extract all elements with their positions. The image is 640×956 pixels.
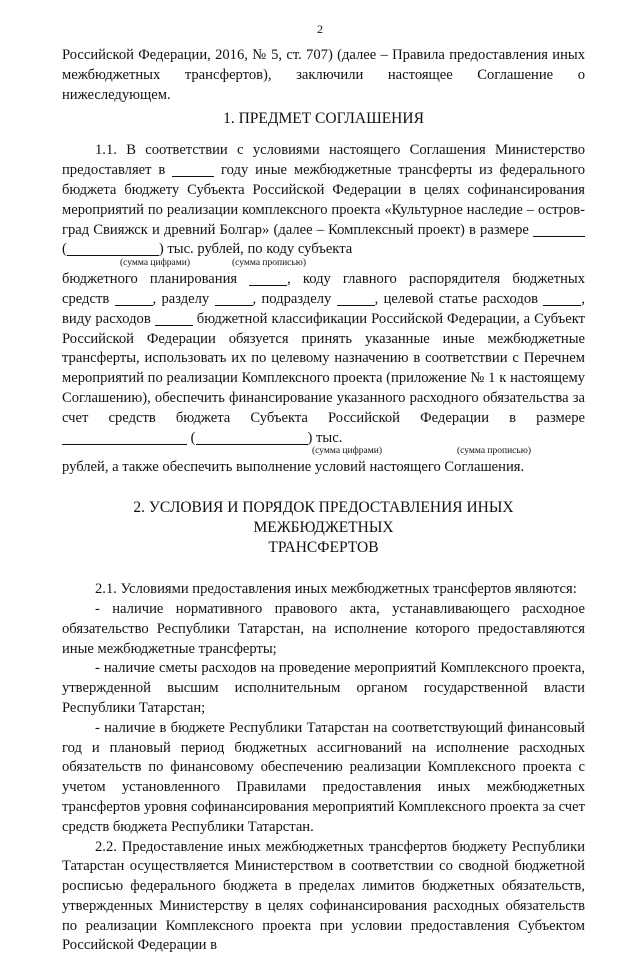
section-2-title: [62, 498, 585, 558]
expense-type-blank: [155, 311, 193, 326]
clause-1-1-text-a: 1.1. В соответствии с условиями настоящего Соглашения Министерство предоставляет в: [62, 142, 585, 178]
distributor-code-blank: [115, 291, 153, 306]
amount-words-blank-2: [196, 430, 308, 445]
caption-sum-digits-2: (сумма цифрами): [312, 445, 382, 457]
caption-row-1: [62, 257, 585, 270]
subsection-code-blank: [337, 291, 375, 306]
section-code-blank: [215, 291, 253, 306]
condition-item-3: - наличие в бюджете Республики Татарстан на соответствующий финансовый год и плановый период бюджетных ассигнований на исполнение расходных обязательств по финансовому обеспечению реализации Комплексного проекта с учетом установленного Правилами предоставления иных межбюджетных трансфертов уровня софинансирования мероприятий Комплексного проекта за счет средств бюджета Республики Татарстан.: [62, 719, 585, 838]
amount-digits-blank-2: [62, 430, 187, 445]
clause-1-1-text-b: году иные межбюджетные трансферты из федерального бюджета бюджету Субъекта Российской Федерации в целях софинансирования мероприятий по реализации комплексного проекта «Культурное наследие – остров-град Свияжск и древний Болгар» (далее – Комплексный проект) в размере: [62, 162, 585, 237]
clause-1-1-text-c: ) тыс. рублей, по коду субъекта: [159, 241, 352, 257]
clause-text-section: , разделу: [153, 291, 210, 307]
clause-text-thousand: ) тыс.: [308, 430, 343, 446]
clause-text-distributor: , коду главного распорядителя бюджетных средств: [62, 271, 585, 307]
section-1-title: 1. ПРЕДМЕТ СОГЛАШЕНИЯ: [62, 109, 585, 129]
clause-1-1-continuation: [62, 270, 585, 448]
condition-item-1: - наличие нормативного правового акта, устанавливающего расходное обязательство Республики Татарстан, на исполнение которого предоставляются иные межбюджетные трансферты;: [62, 600, 585, 659]
clause-1-1-final: рублей, а также обеспечить выполнение условий настоящего Соглашения.: [62, 458, 585, 478]
clause-2-2-paragraph: 2.2. Предоставление иных межбюджетных трансфертов бюджету Республики Татарстан осуществляется Министерством в соответствии со сводной бюджетной росписью федерального бюджета в пределах лимитов бюджетных обязательств, утвержденных Министерству в целях софинансирования расходных обязательств по реализации Комплексного проекта при условии предоставления Субъектом Российской Федерации в: [62, 838, 585, 956]
condition-item-2: - наличие сметы расходов на проведение мероприятий Комплексного проекта, утвержденной высшим исполнительным органом государственной власти Республики Татарстан;: [62, 659, 585, 718]
caption-sum-digits-1: (сумма цифрами): [120, 257, 190, 269]
intro-paragraph: Российской Федерации, 2016, № 5, ст. 707) (далее – Правила предоставления иных межбюджетных трансфертов), заключили настоящее Соглашение о нижеследующем.: [62, 46, 585, 105]
planning-code-blank: [249, 271, 287, 286]
clause-1-1-paragraph: [62, 141, 585, 260]
year-blank: [172, 162, 214, 177]
page-number: 2: [0, 22, 640, 37]
clause-text-subsection: , подразделу: [253, 291, 332, 307]
open-paren-1: (: [62, 241, 67, 257]
amount-words-blank-1: [67, 241, 159, 256]
clause-text-expense-type: , виду расходов: [62, 291, 585, 327]
clause-text-target: , целевой статье расходов: [375, 291, 538, 307]
document-body: [62, 46, 585, 956]
caption-sum-words-1: (сумма прописью): [232, 257, 306, 269]
caption-row-2: [62, 445, 585, 458]
amount-digits-blank-1: [533, 222, 585, 237]
clause-text-planning: бюджетного планирования: [62, 271, 237, 287]
clause-text-obligations: бюджетной классификации Российской Федерации, а Субъект Российской Федерации обязуется принять указанные иные межбюджетные трансферты, использовать их по целевому назначению в соответствии с Перечнем мероприятий по реализации Комплексного проекта (приложение № 1 к настоящему Соглашению), обеспечить финансирование указанного расходного обязательства за счет средств бюджета Субъекта Российской Федерации в размере: [62, 311, 585, 426]
section-2-title-line-2: ТРАНСФЕРТОВ: [62, 538, 585, 558]
clause-2-1-paragraph: 2.1. Условиями предоставления иных межбюджетных трансфертов являются:: [62, 580, 585, 600]
open-paren-2: (: [191, 430, 196, 446]
section-2-title-line-1: 2. УСЛОВИЯ И ПОРЯДОК ПРЕДОСТАВЛЕНИЯ ИНЫХ МЕЖБЮДЖЕТНЫХ: [62, 498, 585, 538]
target-item-blank: [543, 291, 581, 306]
caption-sum-words-2: (сумма прописью): [457, 445, 531, 457]
